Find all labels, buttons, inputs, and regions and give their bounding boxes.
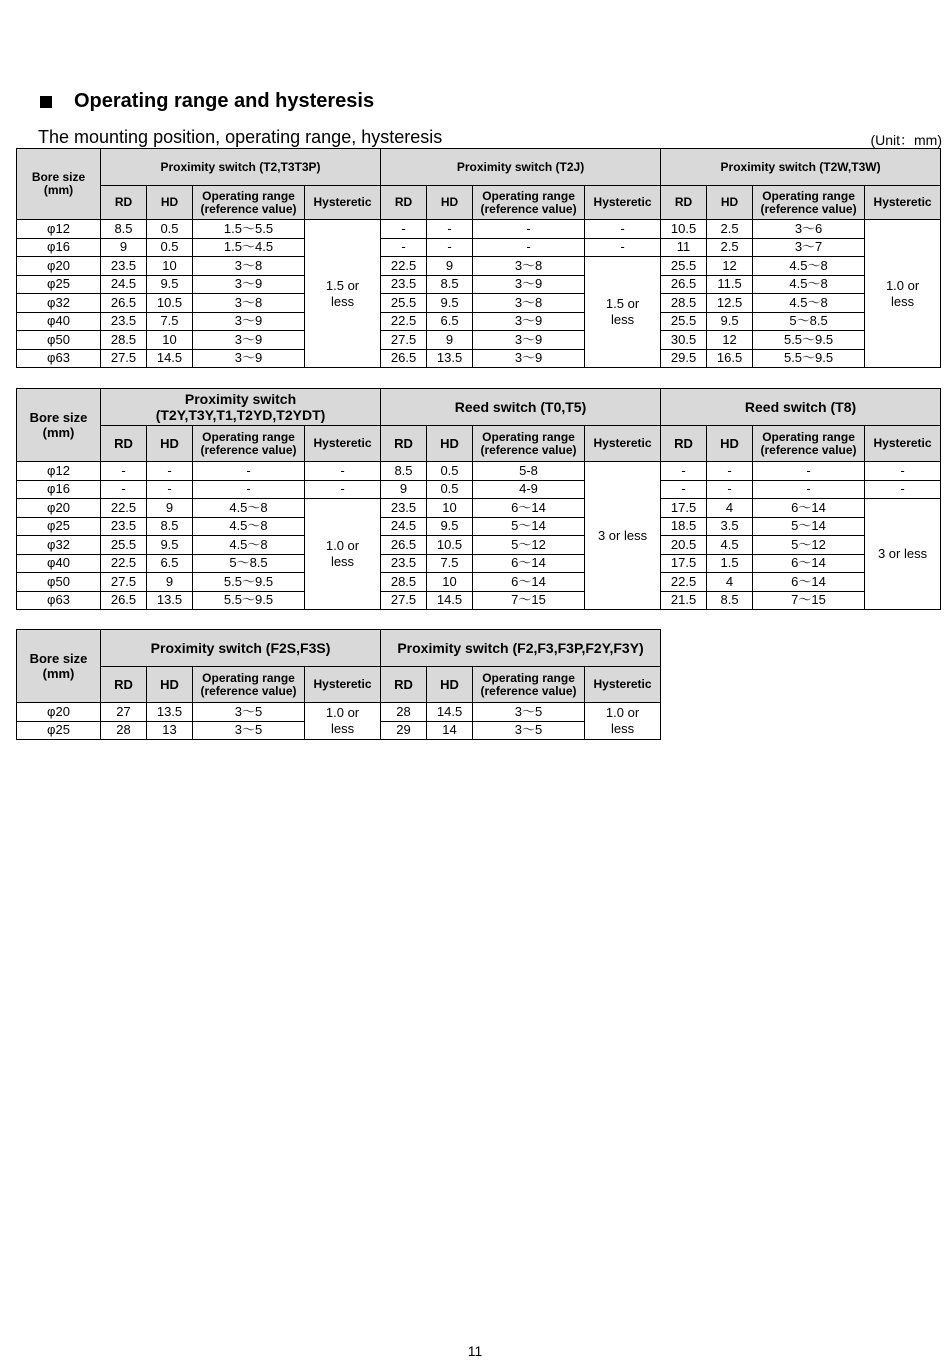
operating-range-cell: 3～8 bbox=[193, 257, 305, 276]
hd-cell: 13.5 bbox=[147, 703, 193, 722]
hd-cell: 10.5 bbox=[147, 294, 193, 313]
operating-range-cell: 5-8 bbox=[473, 462, 585, 481]
rd-cell: 23.5 bbox=[101, 517, 147, 536]
hysteretic-cell: - bbox=[305, 480, 381, 499]
rd-cell: 28.5 bbox=[381, 573, 427, 592]
rd-cell: 21.5 bbox=[661, 591, 707, 610]
operating-range-cell: 4.5～8 bbox=[753, 294, 865, 313]
rd-cell: 23.5 bbox=[381, 275, 427, 294]
operating-range-cell: - bbox=[473, 220, 585, 239]
rd-cell: 24.5 bbox=[381, 517, 427, 536]
operating-range-cell: 7～15 bbox=[473, 591, 585, 610]
table-row bbox=[17, 573, 941, 592]
hd-cell: 0.5 bbox=[427, 480, 473, 499]
switch-group-header: Reed switch (T8) bbox=[661, 389, 941, 426]
hysteretic-merged-cell: 1.0 or less bbox=[305, 703, 381, 740]
operating-range-cell: 6～14 bbox=[473, 573, 585, 592]
rd-cell: 30.5 bbox=[661, 331, 707, 350]
operating-range-cell: 3～9 bbox=[473, 275, 585, 294]
hd-cell: 13 bbox=[147, 721, 193, 740]
rd-cell: 28.5 bbox=[661, 294, 707, 313]
hd-cell: 9 bbox=[147, 499, 193, 518]
hd-cell: 2.5 bbox=[707, 238, 753, 257]
hd-header: HD bbox=[707, 186, 753, 220]
hd-cell: 14.5 bbox=[427, 591, 473, 610]
bore-size-cell: φ16 bbox=[17, 480, 101, 499]
operating-range-cell: 4-9 bbox=[473, 480, 585, 499]
operating-range-cell: 3～9 bbox=[193, 349, 305, 368]
heading-text: Operating range and hysteresis bbox=[74, 90, 375, 112]
rd-cell: 28.5 bbox=[101, 331, 147, 350]
operating-range-header: Operating range (reference value) bbox=[473, 426, 585, 462]
rd-header: RD bbox=[101, 667, 147, 703]
hd-cell: - bbox=[707, 480, 753, 499]
hd-cell: - bbox=[427, 238, 473, 257]
hd-cell: 10.5 bbox=[427, 536, 473, 555]
bore-size-cell: φ50 bbox=[17, 573, 101, 592]
rd-header: RD bbox=[381, 186, 427, 220]
operating-range-cell: 3～8 bbox=[193, 294, 305, 313]
operating-range-cell: 5.5～9.5 bbox=[193, 591, 305, 610]
square-bullet-icon bbox=[40, 96, 52, 108]
table-row bbox=[17, 703, 661, 722]
operating-range-cell: 1.5～5.5 bbox=[193, 220, 305, 239]
hysteretic-cell: - bbox=[865, 462, 941, 481]
hysteretic-header: Hysteretic bbox=[585, 186, 661, 220]
table-row bbox=[17, 480, 941, 499]
hd-cell: - bbox=[147, 480, 193, 499]
hd-cell: 12 bbox=[707, 257, 753, 276]
hd-cell: 16.5 bbox=[707, 349, 753, 368]
bore-size-cell: φ40 bbox=[17, 312, 101, 331]
hd-cell: 9 bbox=[147, 573, 193, 592]
hd-header: HD bbox=[707, 426, 753, 462]
hd-cell: 4.5 bbox=[707, 536, 753, 555]
hysteretic-cell: - bbox=[585, 220, 661, 239]
rd-cell: 25.5 bbox=[661, 312, 707, 331]
hysteretic-merged-cell: 1.5 or less bbox=[585, 257, 661, 368]
rd-cell: 23.5 bbox=[381, 554, 427, 573]
rd-cell: 23.5 bbox=[101, 257, 147, 276]
hd-cell: 7.5 bbox=[147, 312, 193, 331]
rd-cell: 24.5 bbox=[101, 275, 147, 294]
operating-range-cell: 5～14 bbox=[473, 517, 585, 536]
operating-range-cell: 6～14 bbox=[753, 499, 865, 518]
subtitle: The mounting position, operating range, hysteresis bbox=[38, 127, 443, 147]
rd-header: RD bbox=[661, 186, 707, 220]
bore-size-cell: φ12 bbox=[17, 462, 101, 481]
hd-cell: 11.5 bbox=[707, 275, 753, 294]
hysteretic-header: Hysteretic bbox=[585, 667, 661, 703]
hysteretic-merged-cell: 1.0 or less bbox=[305, 499, 381, 610]
unit-label: (Unit：mm) bbox=[870, 132, 942, 148]
rd-cell: 23.5 bbox=[381, 499, 427, 518]
bore-size-cell: φ40 bbox=[17, 554, 101, 573]
hd-cell: 13.5 bbox=[147, 591, 193, 610]
bore-size-header: Bore size (mm) bbox=[17, 149, 101, 220]
operating-range-cell: 3～5 bbox=[193, 721, 305, 740]
rd-cell: - bbox=[101, 480, 147, 499]
operating-range-cell: 6～14 bbox=[473, 554, 585, 573]
operating-range-cell: 3～9 bbox=[193, 275, 305, 294]
hd-cell: 8.5 bbox=[707, 591, 753, 610]
table-row bbox=[17, 554, 941, 573]
rd-header: RD bbox=[661, 426, 707, 462]
bore-size-cell: φ12 bbox=[17, 220, 101, 239]
hysteretic-merged-cell: 3 or less bbox=[585, 462, 661, 610]
rd-cell: 18.5 bbox=[661, 517, 707, 536]
rd-cell: 23.5 bbox=[101, 312, 147, 331]
table-row bbox=[17, 536, 941, 555]
rd-cell: 28 bbox=[101, 721, 147, 740]
operating-range-cell: 5.5～9.5 bbox=[193, 573, 305, 592]
operating-range-cell: 5～8.5 bbox=[753, 312, 865, 331]
hd-cell: 9.5 bbox=[427, 294, 473, 313]
operating-range-cell: 3～5 bbox=[473, 721, 585, 740]
rd-cell: 26.5 bbox=[381, 536, 427, 555]
rd-cell: 22.5 bbox=[101, 499, 147, 518]
operating-range-cell: 3～5 bbox=[473, 703, 585, 722]
bore-size-cell: φ20 bbox=[17, 257, 101, 276]
hd-cell: 14.5 bbox=[427, 703, 473, 722]
bore-size-cell: φ25 bbox=[17, 721, 101, 740]
rd-cell: 28 bbox=[381, 703, 427, 722]
table-row bbox=[17, 220, 941, 239]
hd-cell: 12.5 bbox=[707, 294, 753, 313]
rd-cell: 29 bbox=[381, 721, 427, 740]
hd-cell: 0.5 bbox=[147, 238, 193, 257]
rd-cell: 27.5 bbox=[381, 591, 427, 610]
table-row bbox=[17, 462, 941, 481]
operating-range-header: Operating range (reference value) bbox=[753, 426, 865, 462]
rd-header: RD bbox=[101, 186, 147, 220]
hysteretic-header: Hysteretic bbox=[585, 426, 661, 462]
rd-cell: 17.5 bbox=[661, 554, 707, 573]
table-row bbox=[17, 275, 941, 294]
rd-cell: 27.5 bbox=[101, 349, 147, 368]
hd-cell: 9 bbox=[427, 331, 473, 350]
section-heading bbox=[40, 90, 374, 113]
bore-size-header: Bore size (mm) bbox=[17, 630, 101, 703]
rd-cell: 17.5 bbox=[661, 499, 707, 518]
rd-cell: 11 bbox=[661, 238, 707, 257]
rd-cell: - bbox=[381, 238, 427, 257]
operating-range-cell: - bbox=[753, 480, 865, 499]
hd-cell: 7.5 bbox=[427, 554, 473, 573]
rd-cell: 27.5 bbox=[101, 573, 147, 592]
hysteretic-header: Hysteretic bbox=[305, 667, 381, 703]
rd-header: RD bbox=[381, 667, 427, 703]
hd-cell: 9.5 bbox=[427, 517, 473, 536]
rd-cell: 10.5 bbox=[661, 220, 707, 239]
bore-size-cell: φ32 bbox=[17, 294, 101, 313]
operating-range-cell: 5～12 bbox=[473, 536, 585, 555]
hysteretic-merged-cell: 3 or less bbox=[865, 499, 941, 610]
operating-range-cell: - bbox=[473, 238, 585, 257]
operating-range-cell: 4.5～8 bbox=[753, 257, 865, 276]
hd-cell: 6.5 bbox=[427, 312, 473, 331]
hd-cell: 8.5 bbox=[147, 517, 193, 536]
rd-cell: 26.5 bbox=[381, 349, 427, 368]
bore-size-cell: φ20 bbox=[17, 703, 101, 722]
bore-size-cell: φ25 bbox=[17, 275, 101, 294]
operating-range-cell: 3～6 bbox=[753, 220, 865, 239]
operating-range-cell: 3～5 bbox=[193, 703, 305, 722]
rd-cell: 20.5 bbox=[661, 536, 707, 555]
hd-header: HD bbox=[147, 426, 193, 462]
operating-range-cell: 5～14 bbox=[753, 517, 865, 536]
hd-cell: 9.5 bbox=[147, 275, 193, 294]
hd-header: HD bbox=[147, 186, 193, 220]
rd-cell: - bbox=[661, 462, 707, 481]
operating-range-header: Operating range (reference value) bbox=[473, 186, 585, 220]
operating-range-cell: 6～14 bbox=[753, 573, 865, 592]
rd-cell: - bbox=[381, 220, 427, 239]
rd-cell: - bbox=[661, 480, 707, 499]
operating-range-cell: 3～9 bbox=[193, 331, 305, 350]
hd-cell: 6.5 bbox=[147, 554, 193, 573]
rd-cell: 25.5 bbox=[661, 257, 707, 276]
hysteretic-merged-cell: 1.0 or less bbox=[585, 703, 661, 740]
bore-size-cell: φ63 bbox=[17, 591, 101, 610]
hd-cell: - bbox=[147, 462, 193, 481]
rd-cell: 26.5 bbox=[661, 275, 707, 294]
switch-group-header: Reed switch (T0,T5) bbox=[381, 389, 661, 426]
hysteretic-header: Hysteretic bbox=[305, 426, 381, 462]
rd-cell: 9 bbox=[381, 480, 427, 499]
bore-size-cell: φ63 bbox=[17, 349, 101, 368]
operating-range-cell: 3～9 bbox=[473, 312, 585, 331]
switch-group-header: Proximity switch (F2S,F3S) bbox=[101, 630, 381, 667]
table-row bbox=[17, 349, 941, 368]
rd-cell: 22.5 bbox=[381, 257, 427, 276]
hd-cell: 10 bbox=[427, 573, 473, 592]
hd-header: HD bbox=[427, 186, 473, 220]
hysteretic-header: Hysteretic bbox=[865, 426, 941, 462]
table-row bbox=[17, 331, 941, 350]
operating-range-header: Operating range (reference value) bbox=[753, 186, 865, 220]
operating-range-cell: - bbox=[753, 462, 865, 481]
rd-cell: 22.5 bbox=[661, 573, 707, 592]
hysteretic-header: Hysteretic bbox=[865, 186, 941, 220]
hd-cell: 14.5 bbox=[147, 349, 193, 368]
hd-cell: 0.5 bbox=[427, 462, 473, 481]
operating-range-cell: - bbox=[193, 462, 305, 481]
hd-cell: - bbox=[427, 220, 473, 239]
rd-cell: 26.5 bbox=[101, 294, 147, 313]
rd-cell: 22.5 bbox=[381, 312, 427, 331]
hysteretic-cell: - bbox=[585, 238, 661, 257]
switch-group-header: Proximity switch (F2,F3,F3P,F2Y,F3Y) bbox=[381, 630, 661, 667]
rd-cell: 8.5 bbox=[381, 462, 427, 481]
table-f2s-f2 bbox=[16, 629, 661, 740]
operating-range-cell: 5～12 bbox=[753, 536, 865, 555]
operating-range-cell: 3～9 bbox=[193, 312, 305, 331]
bore-size-header: Bore size (mm) bbox=[17, 389, 101, 462]
hd-cell: 1.5 bbox=[707, 554, 753, 573]
hd-header: HD bbox=[427, 426, 473, 462]
hysteretic-cell: - bbox=[305, 462, 381, 481]
page-number: 11 bbox=[467, 1343, 483, 1359]
operating-range-cell: 3～9 bbox=[473, 349, 585, 368]
rd-cell: 26.5 bbox=[101, 591, 147, 610]
operating-range-cell: 4.5～8 bbox=[193, 536, 305, 555]
hd-cell: - bbox=[707, 462, 753, 481]
hd-cell: 0.5 bbox=[147, 220, 193, 239]
operating-range-cell: 7～15 bbox=[753, 591, 865, 610]
operating-range-header: Operating range (reference value) bbox=[193, 426, 305, 462]
table-row bbox=[17, 499, 941, 518]
table-row bbox=[17, 238, 941, 257]
hd-cell: 4 bbox=[707, 573, 753, 592]
table-row bbox=[17, 257, 941, 276]
bore-size-cell: φ25 bbox=[17, 517, 101, 536]
table-row bbox=[17, 294, 941, 313]
operating-range-header: Operating range (reference value) bbox=[193, 186, 305, 220]
hd-cell: 10 bbox=[427, 499, 473, 518]
operating-range-cell: 4.5～8 bbox=[193, 499, 305, 518]
hd-header: HD bbox=[427, 667, 473, 703]
operating-range-cell: 5.5～9.5 bbox=[753, 331, 865, 350]
rd-cell: 29.5 bbox=[661, 349, 707, 368]
rd-cell: 9 bbox=[101, 238, 147, 257]
hd-cell: 8.5 bbox=[427, 275, 473, 294]
hd-cell: 4 bbox=[707, 499, 753, 518]
switch-group-header: Proximity switch (T2Y,T3Y,T1,T2YD,T2YDT) bbox=[101, 389, 381, 426]
table-t2-t2j-t2w bbox=[16, 148, 941, 368]
hd-cell: 9.5 bbox=[147, 536, 193, 555]
operating-range-cell: 5.5～9.5 bbox=[753, 349, 865, 368]
operating-range-cell: 3～7 bbox=[753, 238, 865, 257]
rd-header: RD bbox=[101, 426, 147, 462]
operating-range-cell: 3～8 bbox=[473, 294, 585, 313]
operating-range-cell: 4.5～8 bbox=[753, 275, 865, 294]
table-row bbox=[17, 591, 941, 610]
switch-group-header: Proximity switch (T2,T3T3P) bbox=[101, 149, 381, 186]
hysteretic-merged-cell: 1.5 or less bbox=[305, 220, 381, 368]
hd-cell: 9.5 bbox=[707, 312, 753, 331]
bore-size-cell: φ50 bbox=[17, 331, 101, 350]
bore-size-cell: φ32 bbox=[17, 536, 101, 555]
operating-range-cell: 3～9 bbox=[473, 331, 585, 350]
bore-size-cell: φ16 bbox=[17, 238, 101, 257]
operating-range-header: Operating range (reference value) bbox=[193, 667, 305, 703]
operating-range-header: Operating range (reference value) bbox=[473, 667, 585, 703]
rd-cell: 22.5 bbox=[101, 554, 147, 573]
hd-cell: 10 bbox=[147, 331, 193, 350]
hd-cell: 10 bbox=[147, 257, 193, 276]
table-t2y-reed bbox=[16, 388, 941, 610]
operating-range-cell: 6～14 bbox=[753, 554, 865, 573]
operating-range-cell: 1.5～4.5 bbox=[193, 238, 305, 257]
rd-cell: 27.5 bbox=[381, 331, 427, 350]
hd-header: HD bbox=[147, 667, 193, 703]
switch-group-header: Proximity switch (T2J) bbox=[381, 149, 661, 186]
bore-size-cell: φ20 bbox=[17, 499, 101, 518]
operating-range-cell: 5～8.5 bbox=[193, 554, 305, 573]
operating-range-cell: 6～14 bbox=[473, 499, 585, 518]
operating-range-cell: - bbox=[193, 480, 305, 499]
rd-cell: 25.5 bbox=[101, 536, 147, 555]
rd-header: RD bbox=[381, 426, 427, 462]
operating-range-cell: 4.5～8 bbox=[193, 517, 305, 536]
hd-cell: 2.5 bbox=[707, 220, 753, 239]
hd-cell: 14 bbox=[427, 721, 473, 740]
rd-cell: 8.5 bbox=[101, 220, 147, 239]
hysteretic-cell: - bbox=[865, 480, 941, 499]
hd-cell: 13.5 bbox=[427, 349, 473, 368]
hd-cell: 12 bbox=[707, 331, 753, 350]
rd-cell: 27 bbox=[101, 703, 147, 722]
hd-cell: 3.5 bbox=[707, 517, 753, 536]
table-row bbox=[17, 312, 941, 331]
hysteretic-header: Hysteretic bbox=[305, 186, 381, 220]
rd-cell: 25.5 bbox=[381, 294, 427, 313]
rd-cell: - bbox=[101, 462, 147, 481]
table-row bbox=[17, 517, 941, 536]
hd-cell: 9 bbox=[427, 257, 473, 276]
hysteretic-merged-cell: 1.0 or less bbox=[865, 220, 941, 368]
operating-range-cell: 3～8 bbox=[473, 257, 585, 276]
switch-group-header: Proximity switch (T2W,T3W) bbox=[661, 149, 941, 186]
